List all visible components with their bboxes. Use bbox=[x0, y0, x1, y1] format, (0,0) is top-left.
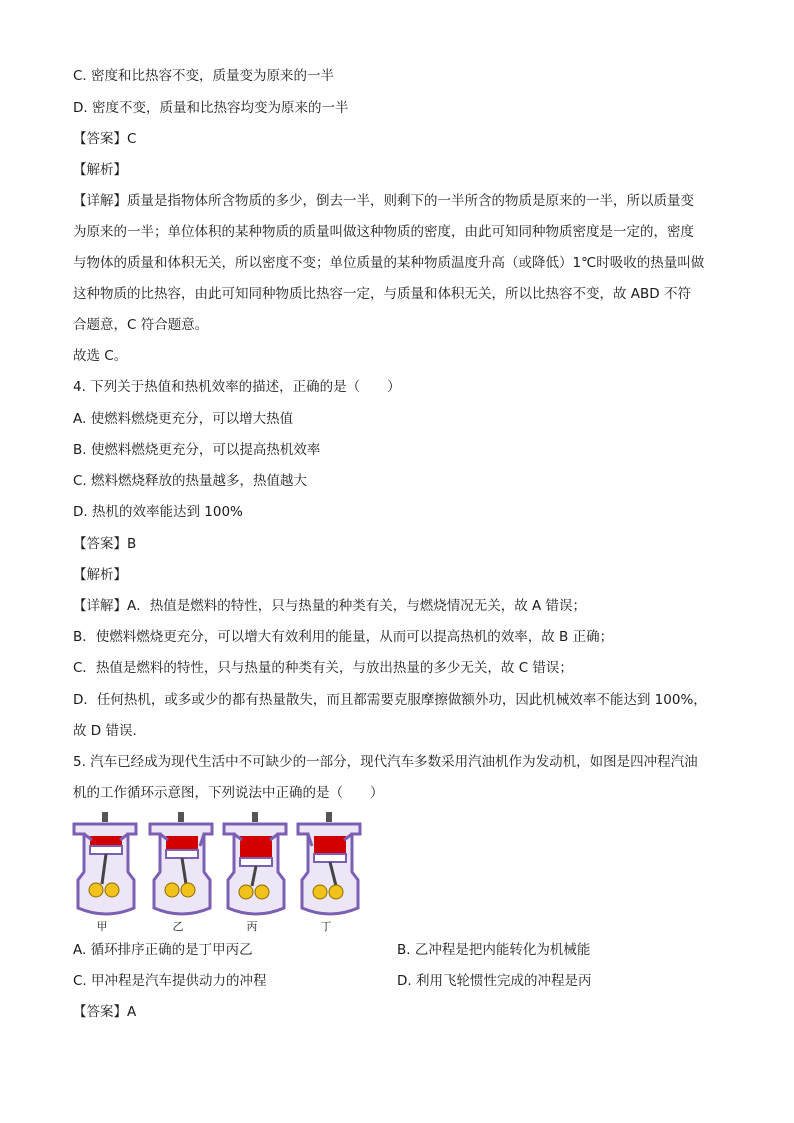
piston bbox=[90, 846, 122, 854]
gas-chamber bbox=[90, 836, 122, 846]
q3-option-d: D. 密度不变，质量和比热容均变为原来的一半 bbox=[73, 100, 349, 116]
q5-option-a: A. 循环排序正确的是丁甲丙乙 bbox=[73, 942, 253, 958]
four-stroke-engine-figure bbox=[72, 812, 364, 936]
q5-option-b: B. 乙冲程是把内能转化为机械能 bbox=[397, 942, 591, 958]
flywheel-right bbox=[181, 883, 195, 897]
q5-options-row-1 bbox=[73, 941, 733, 959]
flywheel-left bbox=[165, 883, 179, 897]
gas-chamber bbox=[314, 836, 346, 854]
answer-tag: 【答案】 bbox=[73, 536, 127, 552]
q5-stem-line-1: 5. 汽车已经成为现代生活中不可缺少的一部分，现代汽车多数采用汽油机作为发动机，如图是四冲程汽油 bbox=[73, 754, 698, 770]
q3-option-c: C. 密度和比热容不变，质量变为原来的一半 bbox=[73, 68, 335, 84]
q4-detail-c: C．热值是燃料的特性，只与热量的种类有关，与放出热量的多少无关，故 C 错误； bbox=[73, 660, 573, 676]
flywheel-left bbox=[239, 885, 253, 899]
q4-option-d: D. 热机的效率能达到 100% bbox=[73, 504, 243, 520]
q3-detail-line-3: 与物体的质量和体积无关，所以密度不变；单位质量的某种物质温度升高（或降低）1℃时吸收的热量叫做 bbox=[73, 255, 705, 271]
engine-jia-diagram bbox=[72, 812, 140, 920]
engine-yi-diagram bbox=[148, 812, 216, 920]
piston bbox=[314, 854, 346, 862]
spark-plug bbox=[252, 812, 258, 822]
label-jia: 甲 bbox=[96, 920, 108, 933]
q4-answer bbox=[73, 535, 733, 553]
q4-detail-d-line-1: D．任何热机，或多或少的都有热量散失，而且都需要克服摩擦做额外功，因此机械效率不能达到 100%， bbox=[73, 692, 707, 708]
q3-detail-line-5: 合题意，C 符合题意。 bbox=[73, 317, 209, 333]
q4-option-a: A. 使燃料燃烧更充分，可以增大热值 bbox=[73, 411, 294, 427]
q4-option-c: C. 燃料燃烧释放的热量越多，热值越大 bbox=[73, 473, 308, 489]
q5-answer bbox=[73, 1003, 733, 1021]
q4-option-b: B. 使燃料燃烧更充分，可以提高热机效率 bbox=[73, 442, 321, 458]
label-yi: 乙 bbox=[172, 920, 184, 933]
flywheel-right bbox=[105, 883, 119, 897]
q4-detail-d-line-2: 故 D 错误． bbox=[73, 723, 146, 739]
q5-option-c: C. 甲冲程是汽车提供动力的冲程 bbox=[73, 973, 267, 989]
gas-chamber bbox=[166, 836, 198, 850]
flywheel-left bbox=[89, 883, 103, 897]
flywheel-right bbox=[255, 885, 269, 899]
engine-jia bbox=[72, 812, 140, 936]
answer-value: A bbox=[127, 1004, 137, 1020]
engine-ding bbox=[296, 812, 364, 936]
spark-plug bbox=[326, 812, 332, 822]
answer-value: C bbox=[127, 131, 137, 147]
q3-analysis-heading: 【解析】 bbox=[73, 162, 127, 178]
q3-conclusion: 故选 C。 bbox=[73, 348, 128, 364]
q3-detail-line-1: 【详解】质量是指物体所含物质的多少，倒去一半，则剩下的一半所含的物质是原来的一半，所以质量变 bbox=[73, 193, 694, 209]
q4-analysis-heading: 【解析】 bbox=[73, 567, 127, 583]
label-bing: 丙 bbox=[246, 920, 258, 933]
engine-bing-diagram bbox=[222, 812, 290, 920]
answer-tag: 【答案】 bbox=[73, 1004, 127, 1020]
answer-tag: 【答案】 bbox=[73, 131, 127, 147]
spark-plug bbox=[178, 812, 184, 822]
flywheel-right bbox=[329, 885, 343, 899]
engine-yi bbox=[148, 812, 216, 936]
answer-value: B bbox=[127, 536, 137, 552]
q5-options-row-2 bbox=[73, 972, 733, 990]
q4-detail-a: 【详解】A．热值是燃料的特性，只与热量的种类有关，与燃烧情况无关，故 A 错误； bbox=[73, 598, 587, 614]
q3-detail-line-4: 这种物质的比热容，由此可知同种物质比热容一定，与质量和体积无关，所以比热容不变，故 ABD 不符 bbox=[73, 286, 691, 302]
q5-option-d: D. 利用飞轮惯性完成的冲程是丙 bbox=[397, 973, 592, 989]
flywheel-left bbox=[313, 885, 327, 899]
q3-answer bbox=[73, 130, 733, 148]
q4-stem: 4. 下列关于热值和热机效率的描述，正确的是（ ） bbox=[73, 379, 401, 395]
q5-stem-line-2: 机的工作循环示意图，下列说法中正确的是（ ） bbox=[73, 785, 384, 801]
gas-chamber bbox=[240, 836, 272, 858]
spark-plug bbox=[102, 812, 108, 822]
engine-bing bbox=[222, 812, 290, 936]
q3-detail-line-2: 为原来的一半；单位体积的某种物质的质量叫做这种物质的密度，由此可知同种物质密度是一定的，密度 bbox=[73, 224, 694, 240]
piston bbox=[166, 850, 198, 858]
label-ding: 丁 bbox=[320, 920, 332, 933]
q4-detail-b: B．使燃料燃烧更充分，可以增大有效利用的能量，从而可以提高热机的效率，故 B 正确； bbox=[73, 629, 614, 645]
piston bbox=[240, 858, 272, 866]
engine-ding-diagram bbox=[296, 812, 364, 920]
